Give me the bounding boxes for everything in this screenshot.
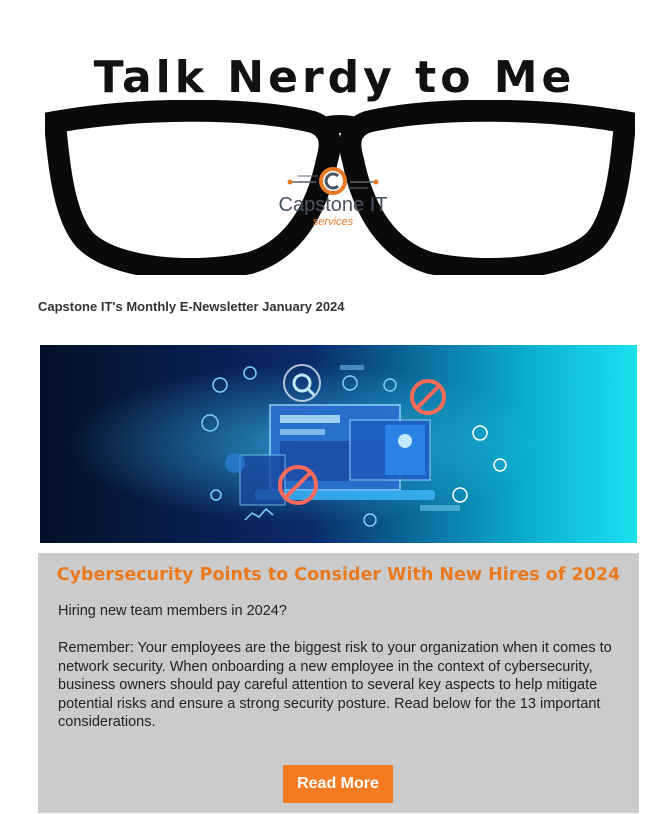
read-more-button[interactable]: Read More [283, 765, 393, 803]
hero-image [40, 345, 637, 543]
cybersecurity-illustration [40, 345, 637, 543]
article-intro: Hiring new team members in 2024? [58, 603, 287, 619]
logo-name: Capstone IT [278, 194, 388, 216]
article-title: Cybersecurity Points to Consider With New Hires of 2024 [56, 565, 621, 585]
header-title: Talk Nerdy to Me [93, 52, 576, 103]
logo-tagline: services [312, 216, 354, 228]
article-body: Remember: Your employees are the biggest risk to your organization when it comes to network security. When onboarding a new employee in the context of cybersecurity, business owners should pay careful attention to several key aspects to help mitigate potential risks and ensure a strong security posture. Read below for the 13 important considerations. [58, 640, 612, 730]
newsletter-header [0, 0, 669, 290]
capstone-logo-icon [268, 166, 398, 196]
article-card [38, 553, 639, 813]
capstone-logo [268, 164, 398, 234]
newsletter-subtitle: Capstone IT's Monthly E-Newsletter January 2024 [38, 299, 345, 314]
